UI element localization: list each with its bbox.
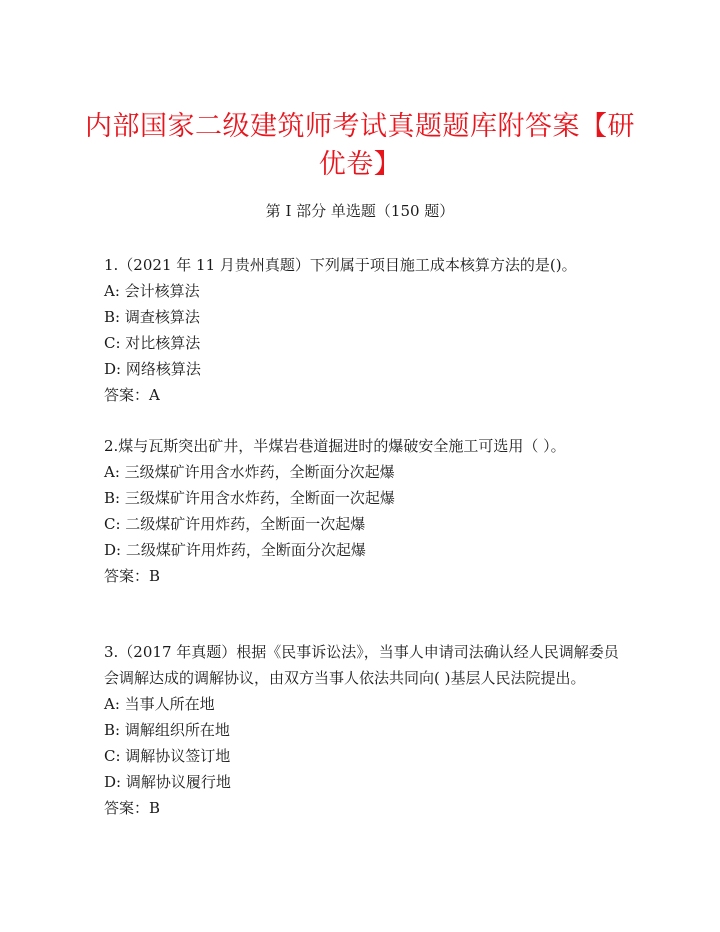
option-c: C: 对比核算法 [104,334,201,352]
option-list [104,278,624,382]
option-a: A: 当事人所在地 [104,695,215,713]
question-2 [104,433,624,589]
option-a: A: 三级煤矿许用含水炸药，全断面分次起爆 [104,463,395,481]
document-title: 内部国家二级建筑师考试真题题库附答案【研优卷】 [85,111,635,180]
option-b: B: 调解组织所在地 [104,721,230,739]
option-c: C: 二级煤矿许用炸药，全断面一次起爆 [104,515,366,533]
question-3 [104,639,624,821]
option-d: D: 二级煤矿许用炸药，全断面分次起爆 [104,541,366,559]
option-list [104,459,624,563]
option-list [104,691,624,795]
option-b: B: 调查核算法 [104,308,200,326]
question-stem: 1.（2021 年 11 月贵州真题）下列属于项目施工成本核算方法的是()。 [104,256,577,274]
option-a: A: 会计核算法 [104,282,200,300]
answer: 答案：B [104,567,161,585]
question-stem: 3.（2017 年真题）根据《民事诉讼法》，当事人申请司法确认经人民调解委员会调解达成的调解协议，由双方当事人依法共同向( )基层人民法院提出。 [104,643,619,687]
option-c: C: 调解协议签订地 [104,747,231,765]
question-stem: 2.煤与瓦斯突出矿井，半煤岩巷道掘进时的爆破安全施工可选用（ ）。 [104,437,566,455]
section-heading: 第 I 部分 单选题（150 题） [265,202,455,220]
option-d: D: 网络核算法 [104,360,201,378]
option-b: B: 三级煤矿许用含水炸药，全断面一次起爆 [104,489,395,507]
option-d: D: 调解协议履行地 [104,773,231,791]
answer: 答案：B [104,799,161,817]
question-1 [104,252,624,408]
answer: 答案：A [104,386,160,404]
